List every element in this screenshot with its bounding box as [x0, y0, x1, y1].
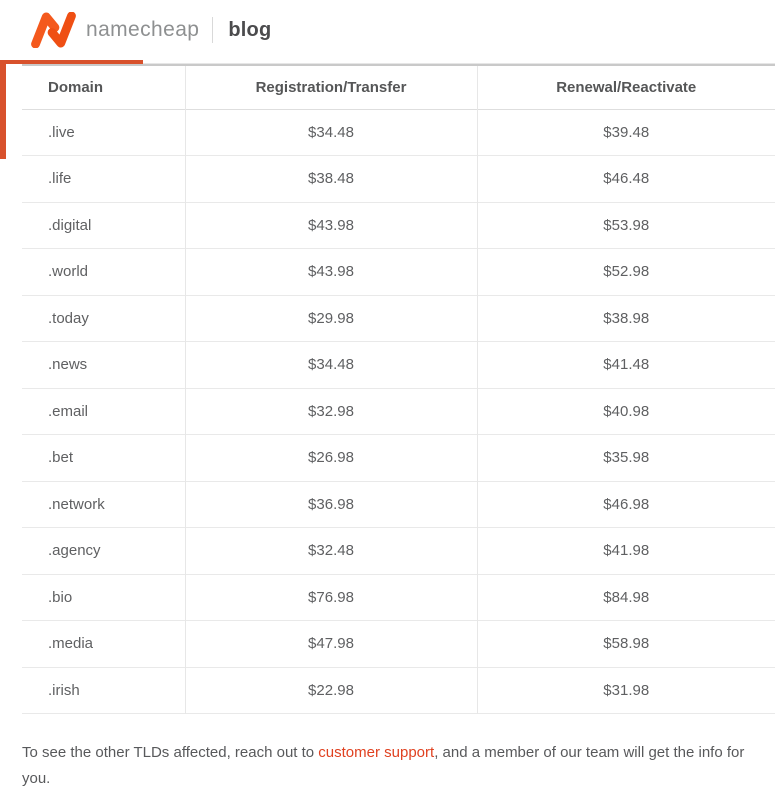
pricing-table-body	[22, 109, 775, 714]
header-divider	[212, 17, 213, 43]
renewal-price-cell: $58.98	[477, 621, 775, 668]
header-rule	[0, 60, 775, 64]
registration-price-cell: $43.98	[185, 202, 477, 249]
registration-price-cell: $43.98	[185, 249, 477, 296]
article-content	[0, 64, 775, 793]
registration-price-cell: $36.98	[185, 481, 477, 528]
domain-cell: .today	[48, 309, 89, 327]
registration-price-cell: $47.98	[185, 621, 477, 668]
footer-note-text-before: To see the other TLDs affected, reach out to	[22, 744, 319, 761]
tld-pricing-table	[22, 64, 775, 714]
domain-cell: .live	[48, 123, 75, 141]
registration-price-cell: $26.98	[185, 435, 477, 482]
registration-price-cell: $32.98	[185, 388, 477, 435]
table-row	[22, 481, 775, 528]
table-row	[22, 667, 775, 714]
domain-cell: .bio	[48, 588, 73, 606]
table-header-row	[22, 65, 775, 109]
registration-price-cell: $29.98	[185, 295, 477, 342]
renewal-price-cell: $84.98	[477, 574, 775, 621]
namecheap-logo-icon	[30, 12, 77, 48]
table-row	[22, 249, 775, 296]
domain-cell: .world	[48, 263, 89, 281]
table-row	[22, 528, 775, 575]
renewal-price-cell: $46.48	[477, 156, 775, 203]
table-row	[22, 388, 775, 435]
domain-cell: .email	[48, 402, 89, 420]
domain-cell: .agency	[48, 542, 101, 560]
domain-cell: .digital	[48, 216, 92, 234]
namecheap-logo-link[interactable]	[30, 12, 199, 48]
table-row	[22, 109, 775, 156]
column-header-renewal: Renewal/Reactivate	[477, 65, 775, 109]
table-row	[22, 435, 775, 482]
renewal-price-cell: $38.98	[477, 295, 775, 342]
table-row	[22, 342, 775, 389]
renewal-price-cell: $41.48	[477, 342, 775, 389]
brand-wordmark: namecheap	[86, 18, 200, 41]
customer-support-link[interactable]: customer support	[318, 744, 435, 761]
renewal-price-cell: $46.98	[477, 481, 775, 528]
renewal-price-cell: $39.48	[477, 109, 775, 156]
renewal-price-cell: $41.98	[477, 528, 775, 575]
footer-note	[22, 740, 755, 793]
domain-cell: .news	[48, 356, 88, 374]
table-row	[22, 574, 775, 621]
registration-price-cell: $34.48	[185, 342, 477, 389]
renewal-price-cell: $40.98	[477, 388, 775, 435]
renewal-price-cell: $53.98	[477, 202, 775, 249]
table-row	[22, 202, 775, 249]
registration-price-cell: $22.98	[185, 667, 477, 714]
scroll-progress-strip	[0, 64, 6, 159]
registration-price-cell: $38.48	[185, 156, 477, 203]
site-header	[0, 0, 775, 60]
domain-cell: .bet	[48, 449, 74, 467]
table-row	[22, 156, 775, 203]
domain-cell: .network	[48, 495, 105, 513]
domain-cell: .irish	[48, 681, 80, 699]
blog-link[interactable]: blog	[228, 18, 272, 41]
reading-progress-bar	[0, 60, 143, 64]
domain-cell: .media	[48, 635, 94, 653]
column-header-registration: Registration/Transfer	[185, 65, 477, 109]
registration-price-cell: $34.48	[185, 109, 477, 156]
column-header-domain: Domain	[48, 78, 104, 96]
renewal-price-cell: $35.98	[477, 435, 775, 482]
footer-note-text-after: , and a member of our team will get the info for you.	[22, 744, 745, 788]
renewal-price-cell: $52.98	[477, 249, 775, 296]
domain-cell: .life	[48, 170, 72, 188]
registration-price-cell: $76.98	[185, 574, 477, 621]
table-row	[22, 621, 775, 668]
renewal-price-cell: $31.98	[477, 667, 775, 714]
registration-price-cell: $32.48	[185, 528, 477, 575]
table-row	[22, 295, 775, 342]
